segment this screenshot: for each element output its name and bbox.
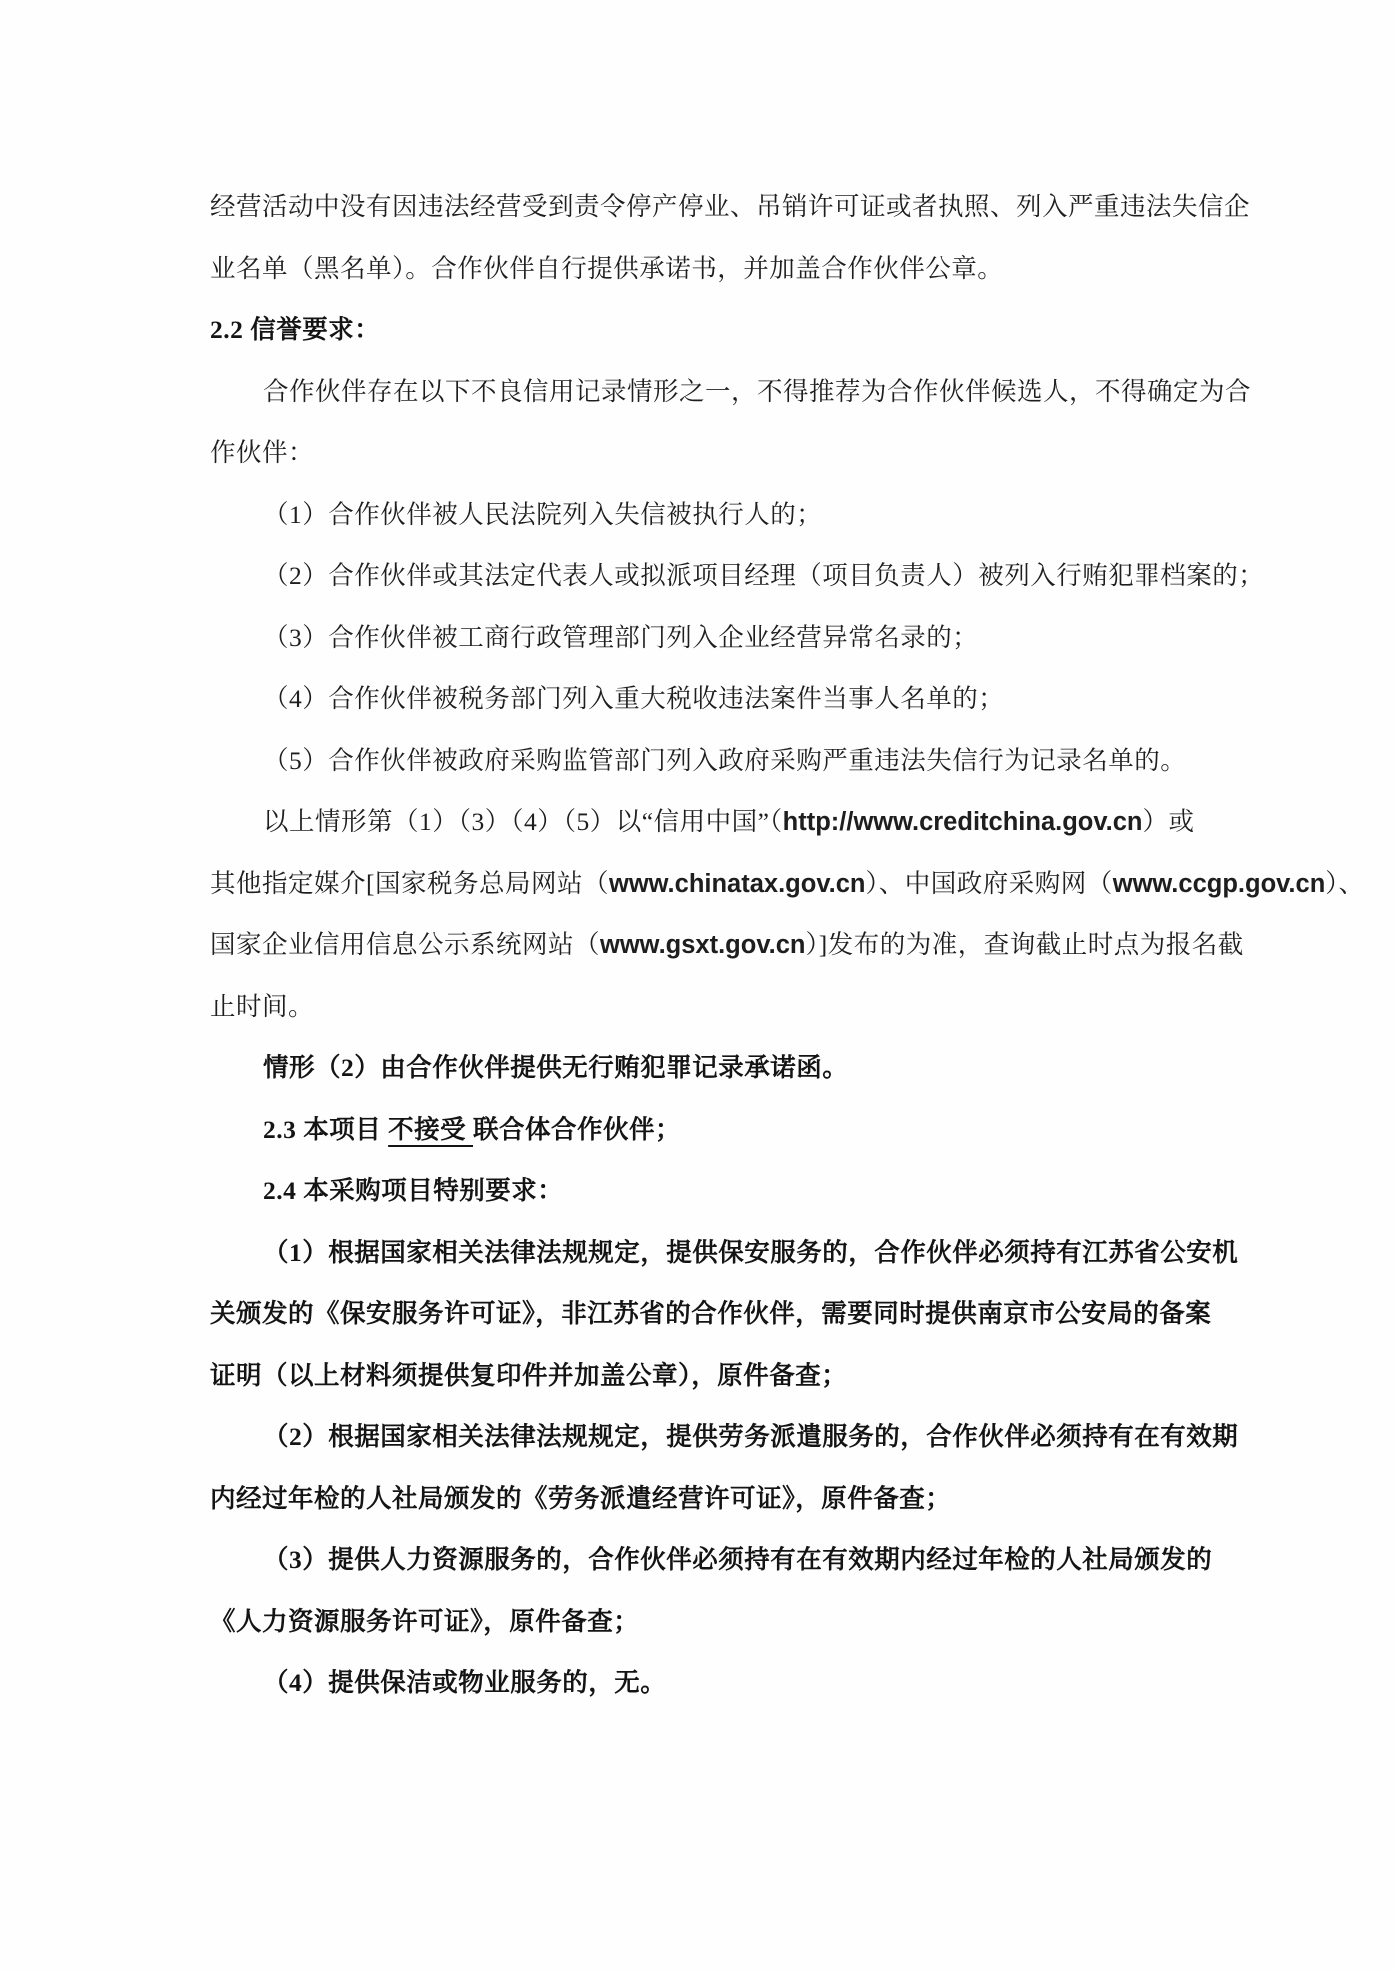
text-segment: 证明（以上材料须提供复印件并加盖公章），原件备查；	[210, 1360, 848, 1390]
underlined-text: 不接受	[388, 1114, 474, 1144]
text-segment: 《人力资源服务许可证》，原件备查；	[210, 1606, 640, 1636]
text-segment: （5）合作伙伴被政府采购监管部门列入政府采购严重违法失信行为记录名单的。	[263, 745, 1187, 775]
document-text-block	[210, 176, 1365, 1714]
text-segment: 国家企业信用信息公示系统网站（	[210, 930, 601, 959]
text-segment: （2）合作伙伴或其法定代表人或拟派项目经理（项目负责人）被列入行贿犯罪档案的；	[263, 561, 1265, 590]
special-requirement-1-line	[210, 1222, 1290, 1284]
section-heading-2-2	[210, 299, 1290, 361]
paragraph-continuation-line	[210, 422, 1290, 484]
list-item-5	[210, 730, 1290, 792]
text-segment: 作伙伴：	[210, 438, 315, 467]
section-heading-2-4	[210, 1160, 1290, 1222]
text-segment: 经营活动中没有因违法经营受到责令停产停业、吊销许可证或者执照、列入严重违法失信企	[210, 192, 1251, 221]
paragraph-continuation-line	[210, 853, 1365, 915]
url-text: www.chinatax.gov.cn	[609, 869, 866, 898]
paragraph-continuation-line	[210, 976, 1290, 1038]
paragraph-line	[210, 791, 1290, 853]
list-item-2	[210, 545, 1290, 607]
text-segment: 内经过年检的人社局颁发的《劳务派遣经营许可证》，原件备查；	[210, 1483, 952, 1513]
text-segment: ）、中国政府采购网（	[865, 868, 1113, 898]
special-requirement-3-line	[210, 1529, 1290, 1591]
text-segment: 2.3 本项目	[263, 1114, 389, 1144]
text-segment: 以上情形第（1）（3）（4）（5）以“信用中国”（	[263, 807, 783, 836]
special-requirement-3-line	[210, 1591, 1290, 1653]
special-requirement-2-line	[210, 1406, 1290, 1468]
url-text: www.ccgp.gov.cn	[1112, 869, 1326, 898]
url-text: http://www.creditchina.gov.cn	[782, 808, 1143, 836]
text-segment: 合作伙伴存在以下不良信用记录情形之一，不得推荐为合作伙伴候选人，不得确定为合	[263, 376, 1252, 406]
text-segment: 止时间。	[210, 991, 315, 1021]
text-segment: （2）根据国家相关法律法规规定，提供劳务派遣服务的，合作伙伴必须持有在有效期	[263, 1422, 1239, 1451]
text-segment: 其他指定媒介[国家税务总局网站（	[210, 868, 609, 898]
list-item-4	[210, 668, 1290, 730]
special-requirement-4-line	[210, 1652, 1290, 1714]
text-segment: （3）提供人力资源服务的，合作伙伴必须持有在有效期内经过年检的人社局颁发的	[263, 1545, 1213, 1574]
text-segment: ）、	[1325, 868, 1365, 898]
paragraph-continuation-line	[210, 914, 1290, 976]
paragraph-continuation-line	[210, 176, 1290, 238]
text-segment: （4）提供保洁或物业服务的，无。	[263, 1668, 667, 1697]
text-segment: （1）合作伙伴被人民法院列入失信被执行人的；	[263, 499, 823, 529]
text-segment: 2.4 本采购项目特别要求：	[263, 1176, 564, 1205]
text-segment: ）或	[1142, 807, 1195, 836]
text-segment: ）]发布的为准，查询截止时点为报名截	[805, 930, 1244, 959]
paragraph-continuation-line	[210, 238, 1290, 300]
text-segment: 联合体合作伙伴；	[473, 1114, 682, 1144]
paragraph-line	[210, 1037, 1290, 1099]
text-segment: （3）合作伙伴被工商行政管理部门列入企业经营异常名录的；	[263, 622, 979, 652]
text-segment: （4）合作伙伴被税务部门列入重大税收违法案件当事人名单的；	[263, 684, 1005, 713]
text-segment: （1）根据国家相关法律法规规定，提供保安服务的，合作伙伴必须持有江苏省公安机	[263, 1237, 1239, 1267]
section-heading-2-3	[210, 1099, 1290, 1161]
special-requirement-1-line	[210, 1345, 1290, 1407]
url-text: www.gsxt.gov.cn	[600, 931, 806, 959]
list-item-3	[210, 607, 1290, 669]
text-segment: 业名单（黑名单）。合作伙伴自行提供承诺书，并加盖合作伙伴公章。	[210, 253, 1004, 283]
list-item-1	[210, 484, 1290, 546]
paragraph-line	[210, 361, 1290, 423]
text-segment: 情形（2）由合作伙伴提供无行贿犯罪记录承诺函。	[263, 1053, 849, 1082]
special-requirement-1-line	[210, 1283, 1290, 1345]
text-segment: 关颁发的《保安服务许可证》，非江苏省的合作伙伴，需要同时提供南京市公安局的备案	[210, 1299, 1212, 1328]
text-segment: 2.2 信誉要求：	[210, 315, 381, 344]
special-requirement-2-line	[210, 1468, 1290, 1530]
